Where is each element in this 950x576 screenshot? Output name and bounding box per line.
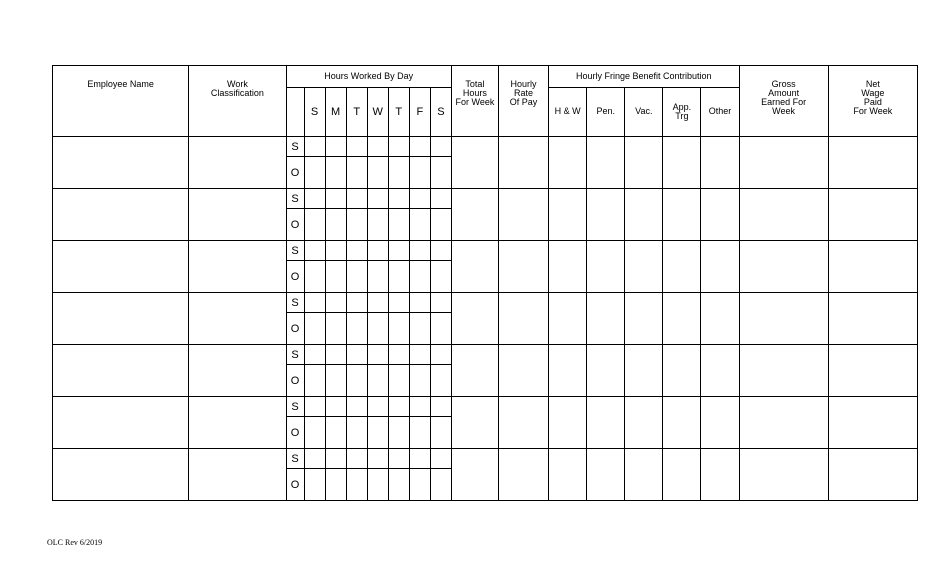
overtime-label: O [286, 365, 304, 397]
fringe-app-trg-cell[interactable] [663, 293, 701, 345]
straight-hours-fri-cell[interactable] [409, 449, 430, 469]
overtime-hours-sat-cell[interactable] [430, 261, 451, 293]
overtime-hours-sat-cell[interactable] [430, 209, 451, 241]
overtime-hours-wed-cell[interactable] [367, 209, 388, 241]
total-hours-cell[interactable] [451, 449, 498, 501]
employee-name-header: Employee Name [53, 66, 189, 137]
fringe-app-trg-cell[interactable] [663, 345, 701, 397]
overtime-hours-mon-cell[interactable] [325, 313, 346, 345]
overtime-hours-fri-cell[interactable] [409, 157, 430, 189]
overtime-hours-fri-cell[interactable] [409, 365, 430, 397]
table-row [53, 449, 918, 469]
fringe-hw-cell[interactable] [549, 137, 587, 189]
day-header-fri: F [409, 87, 430, 136]
table-row [53, 189, 918, 209]
employee-name-cell[interactable] [53, 293, 189, 345]
work-classification-cell[interactable] [189, 345, 286, 397]
work-classification-header: Work Classification [189, 66, 286, 137]
overtime-hours-wed-cell[interactable] [367, 157, 388, 189]
fringe-hw-cell[interactable] [549, 397, 587, 449]
overtime-label: O [286, 469, 304, 501]
straight-hours-sat-cell[interactable] [430, 137, 451, 157]
gross-amount-header: Gross Amount Earned For Week [739, 66, 828, 137]
straight-hours-tue-cell[interactable] [346, 241, 367, 261]
straight-hours-tue-cell[interactable] [346, 345, 367, 365]
overtime-hours-thu-cell[interactable] [388, 209, 409, 241]
fringe-vac-cell[interactable] [625, 449, 663, 501]
overtime-hours-mon-cell[interactable] [325, 417, 346, 449]
straight-hours-tue-cell[interactable] [346, 397, 367, 417]
fringe-vac-header: Vac. [625, 87, 663, 136]
straight-hours-sun-cell[interactable] [304, 293, 325, 313]
fringe-pen-header: Pen. [587, 87, 625, 136]
overtime-hours-mon-cell[interactable] [325, 157, 346, 189]
straight-hours-fri-cell[interactable] [409, 241, 430, 261]
fringe-other-cell[interactable] [701, 449, 739, 501]
gross-amount-cell[interactable] [739, 189, 828, 241]
overtime-hours-sun-cell[interactable] [304, 313, 325, 345]
fringe-vac-cell[interactable] [625, 345, 663, 397]
overtime-hours-sun-cell[interactable] [304, 469, 325, 501]
net-wage-cell[interactable] [828, 241, 917, 293]
work-classification-cell[interactable] [189, 293, 286, 345]
overtime-hours-sat-cell[interactable] [430, 157, 451, 189]
fringe-other-header: Other [701, 87, 739, 136]
day-header-thu: T [388, 87, 409, 136]
straight-hours-thu-cell[interactable] [388, 293, 409, 313]
fringe-vac-cell[interactable] [625, 397, 663, 449]
employee-name-cell[interactable] [53, 397, 189, 449]
fringe-pen-cell[interactable] [587, 397, 625, 449]
straight-time-label: S [286, 293, 304, 313]
overtime-hours-sun-cell[interactable] [304, 261, 325, 293]
overtime-hours-sat-cell[interactable] [430, 417, 451, 449]
straight-hours-sat-cell[interactable] [430, 189, 451, 209]
overtime-hours-sun-cell[interactable] [304, 417, 325, 449]
straight-hours-tue-cell[interactable] [346, 137, 367, 157]
straight-time-label: S [286, 241, 304, 261]
overtime-hours-sun-cell[interactable] [304, 209, 325, 241]
fringe-hw-cell[interactable] [549, 189, 587, 241]
gross-amount-cell[interactable] [739, 293, 828, 345]
employee-name-cell[interactable] [53, 137, 189, 189]
table-row [53, 241, 918, 261]
overtime-hours-sat-cell[interactable] [430, 469, 451, 501]
fringe-app-trg-cell[interactable] [663, 137, 701, 189]
employee-name-cell[interactable] [53, 449, 189, 501]
fringe-other-cell[interactable] [701, 189, 739, 241]
fringe-app-trg-header: App. Trg [663, 87, 701, 136]
work-classification-cell[interactable] [189, 189, 286, 241]
straight-hours-thu-cell[interactable] [388, 137, 409, 157]
overtime-hours-fri-cell[interactable] [409, 313, 430, 345]
work-classification-cell[interactable] [189, 137, 286, 189]
fringe-hw-cell[interactable] [549, 293, 587, 345]
table-row [53, 345, 918, 365]
fringe-vac-cell[interactable] [625, 241, 663, 293]
straight-time-label: S [286, 189, 304, 209]
straight-hours-wed-cell[interactable] [367, 397, 388, 417]
overtime-hours-tue-cell[interactable] [346, 469, 367, 501]
net-wage-cell[interactable] [828, 397, 917, 449]
fringe-benefit-header: Hourly Fringe Benefit Contribution [549, 66, 739, 88]
straight-hours-mon-cell[interactable] [325, 137, 346, 157]
work-classification-cell[interactable] [189, 449, 286, 501]
overtime-label: O [286, 209, 304, 241]
fringe-pen-cell[interactable] [587, 137, 625, 189]
straight-hours-wed-cell[interactable] [367, 449, 388, 469]
hourly-rate-cell[interactable] [498, 293, 548, 345]
overtime-hours-thu-cell[interactable] [388, 261, 409, 293]
overtime-hours-wed-cell[interactable] [367, 365, 388, 397]
straight-hours-sat-cell[interactable] [430, 449, 451, 469]
overtime-hours-tue-cell[interactable] [346, 157, 367, 189]
gross-amount-cell[interactable] [739, 449, 828, 501]
straight-hours-sun-cell[interactable] [304, 189, 325, 209]
net-wage-header: Net Wage Paid For Week [828, 66, 917, 137]
fringe-app-trg-cell[interactable] [663, 189, 701, 241]
overtime-hours-wed-cell[interactable] [367, 469, 388, 501]
straight-hours-tue-cell[interactable] [346, 189, 367, 209]
straight-hours-sun-cell[interactable] [304, 241, 325, 261]
work-classification-cell[interactable] [189, 241, 286, 293]
employee-name-cell[interactable] [53, 189, 189, 241]
straight-hours-thu-cell[interactable] [388, 345, 409, 365]
straight-hours-sun-cell[interactable] [304, 345, 325, 365]
fringe-vac-cell[interactable] [625, 137, 663, 189]
overtime-label: O [286, 417, 304, 449]
day-header-tue: T [346, 87, 367, 136]
overtime-label: O [286, 313, 304, 345]
straight-hours-tue-cell[interactable] [346, 449, 367, 469]
total-hours-cell[interactable] [451, 397, 498, 449]
day-header-wed: W [367, 87, 388, 136]
payroll-form [52, 65, 918, 501]
straight-hours-fri-cell[interactable] [409, 293, 430, 313]
fringe-hw-cell[interactable] [549, 345, 587, 397]
overtime-hours-tue-cell[interactable] [346, 365, 367, 397]
fringe-vac-cell[interactable] [625, 189, 663, 241]
table-row [53, 137, 918, 157]
table-row [53, 397, 918, 417]
overtime-label: O [286, 157, 304, 189]
straight-hours-thu-cell[interactable] [388, 241, 409, 261]
work-classification-cell[interactable] [189, 397, 286, 449]
fringe-other-cell[interactable] [701, 397, 739, 449]
straight-hours-wed-cell[interactable] [367, 189, 388, 209]
overtime-hours-fri-cell[interactable] [409, 417, 430, 449]
straight-hours-wed-cell[interactable] [367, 241, 388, 261]
total-hours-header: Total Hours For Week [451, 66, 498, 137]
straight-hours-wed-cell[interactable] [367, 137, 388, 157]
overtime-hours-thu-cell[interactable] [388, 417, 409, 449]
employee-rows [53, 137, 918, 501]
overtime-hours-fri-cell[interactable] [409, 469, 430, 501]
overtime-hours-thu-cell[interactable] [388, 157, 409, 189]
fringe-hw-cell[interactable] [549, 241, 587, 293]
overtime-hours-fri-cell[interactable] [409, 261, 430, 293]
hourly-rate-cell[interactable] [498, 345, 548, 397]
overtime-hours-sat-cell[interactable] [430, 365, 451, 397]
overtime-hours-tue-cell[interactable] [346, 209, 367, 241]
fringe-pen-cell[interactable] [587, 293, 625, 345]
overtime-hours-wed-cell[interactable] [367, 261, 388, 293]
straight-hours-fri-cell[interactable] [409, 189, 430, 209]
fringe-app-trg-cell[interactable] [663, 241, 701, 293]
hourly-rate-cell[interactable] [498, 189, 548, 241]
day-header-sun: S [304, 87, 325, 136]
overtime-hours-sat-cell[interactable] [430, 313, 451, 345]
net-wage-cell[interactable] [828, 345, 917, 397]
straight-hours-fri-cell[interactable] [409, 397, 430, 417]
hourly-rate-cell[interactable] [498, 241, 548, 293]
total-hours-cell[interactable] [451, 345, 498, 397]
overtime-hours-thu-cell[interactable] [388, 469, 409, 501]
straight-hours-tue-cell[interactable] [346, 293, 367, 313]
overtime-hours-mon-cell[interactable] [325, 469, 346, 501]
overtime-hours-wed-cell[interactable] [367, 417, 388, 449]
employee-name-cell[interactable] [53, 241, 189, 293]
fringe-hw-cell[interactable] [549, 449, 587, 501]
gross-amount-cell[interactable] [739, 137, 828, 189]
gross-amount-cell[interactable] [739, 345, 828, 397]
employee-name-cell[interactable] [53, 345, 189, 397]
overtime-hours-thu-cell[interactable] [388, 365, 409, 397]
overtime-hours-wed-cell[interactable] [367, 313, 388, 345]
fringe-hw-header: H & W [549, 87, 587, 136]
table-row [53, 293, 918, 313]
overtime-hours-tue-cell[interactable] [346, 313, 367, 345]
straight-hours-fri-cell[interactable] [409, 345, 430, 365]
straight-hours-sat-cell[interactable] [430, 345, 451, 365]
hours-worked-by-day-header: Hours Worked By Day [286, 66, 451, 88]
fringe-pen-cell[interactable] [587, 241, 625, 293]
fringe-other-cell[interactable] [701, 293, 739, 345]
straight-hours-thu-cell[interactable] [388, 397, 409, 417]
straight-hours-sat-cell[interactable] [430, 397, 451, 417]
straight-time-label: S [286, 449, 304, 469]
day-blank-header [286, 87, 304, 136]
overtime-hours-sun-cell[interactable] [304, 365, 325, 397]
straight-hours-mon-cell[interactable] [325, 241, 346, 261]
straight-hours-sun-cell[interactable] [304, 449, 325, 469]
overtime-hours-fri-cell[interactable] [409, 209, 430, 241]
fringe-other-cell[interactable] [701, 345, 739, 397]
straight-hours-mon-cell[interactable] [325, 293, 346, 313]
straight-hours-mon-cell[interactable] [325, 345, 346, 365]
hourly-rate-header: Hourly Rate Of Pay [498, 66, 548, 137]
total-hours-cell[interactable] [451, 293, 498, 345]
overtime-hours-mon-cell[interactable] [325, 365, 346, 397]
payroll-table [52, 65, 918, 501]
day-header-mon: M [325, 87, 346, 136]
total-hours-cell[interactable] [451, 189, 498, 241]
hourly-rate-cell[interactable] [498, 397, 548, 449]
fringe-pen-cell[interactable] [587, 345, 625, 397]
total-hours-cell[interactable] [451, 137, 498, 189]
hourly-rate-cell[interactable] [498, 137, 548, 189]
straight-hours-sat-cell[interactable] [430, 293, 451, 313]
gross-amount-cell[interactable] [739, 241, 828, 293]
straight-hours-thu-cell[interactable] [388, 449, 409, 469]
overtime-label: O [286, 261, 304, 293]
gross-amount-cell[interactable] [739, 397, 828, 449]
overtime-hours-sun-cell[interactable] [304, 157, 325, 189]
day-header-sat: S [430, 87, 451, 136]
hourly-rate-cell[interactable] [498, 449, 548, 501]
fringe-pen-cell[interactable] [587, 189, 625, 241]
overtime-hours-mon-cell[interactable] [325, 209, 346, 241]
straight-hours-fri-cell[interactable] [409, 137, 430, 157]
overtime-hours-mon-cell[interactable] [325, 261, 346, 293]
straight-hours-mon-cell[interactable] [325, 189, 346, 209]
straight-hours-sun-cell[interactable] [304, 397, 325, 417]
fringe-vac-cell[interactable] [625, 293, 663, 345]
straight-hours-wed-cell[interactable] [367, 293, 388, 313]
straight-hours-sun-cell[interactable] [304, 137, 325, 157]
overtime-hours-tue-cell[interactable] [346, 261, 367, 293]
fringe-app-trg-cell[interactable] [663, 397, 701, 449]
straight-hours-sat-cell[interactable] [430, 241, 451, 261]
overtime-hours-tue-cell[interactable] [346, 417, 367, 449]
fringe-other-cell[interactable] [701, 241, 739, 293]
overtime-hours-thu-cell[interactable] [388, 313, 409, 345]
straight-hours-mon-cell[interactable] [325, 397, 346, 417]
straight-time-label: S [286, 137, 304, 157]
fringe-app-trg-cell[interactable] [663, 449, 701, 501]
straight-time-label: S [286, 345, 304, 365]
straight-hours-thu-cell[interactable] [388, 189, 409, 209]
straight-time-label: S [286, 397, 304, 417]
fringe-other-cell[interactable] [701, 137, 739, 189]
straight-hours-mon-cell[interactable] [325, 449, 346, 469]
form-revision: OLC Rev 6/2019 [47, 538, 103, 547]
net-wage-cell[interactable] [828, 189, 917, 241]
net-wage-cell[interactable] [828, 137, 917, 189]
net-wage-cell[interactable] [828, 449, 917, 501]
fringe-pen-cell[interactable] [587, 449, 625, 501]
net-wage-cell[interactable] [828, 293, 917, 345]
total-hours-cell[interactable] [451, 241, 498, 293]
straight-hours-wed-cell[interactable] [367, 345, 388, 365]
